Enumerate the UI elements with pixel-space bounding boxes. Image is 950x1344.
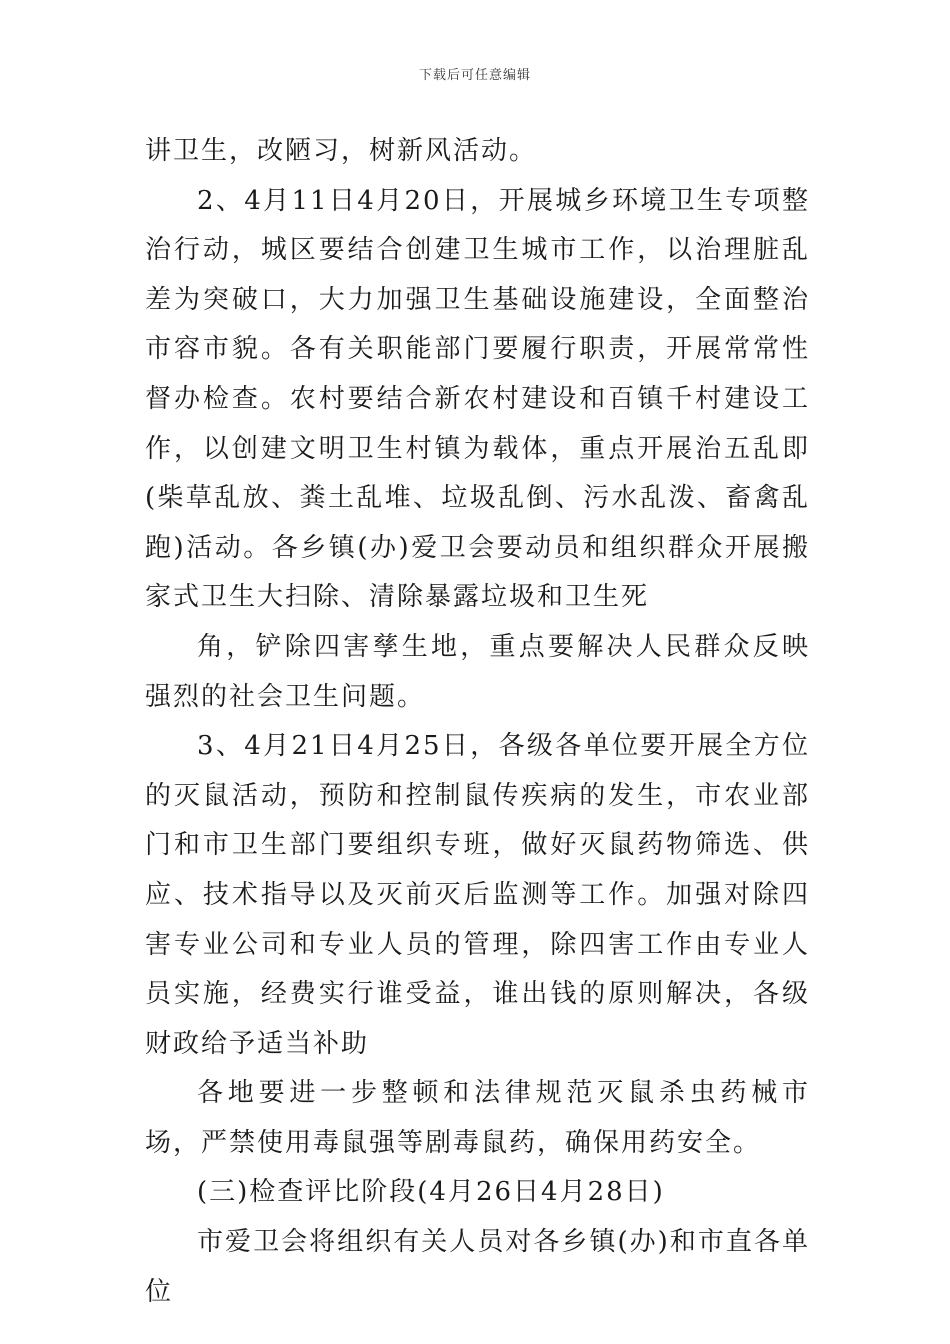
paragraph-6: 市爱卫会将组织有关人员对各乡镇(办)和市直各单位 — [145, 1227, 810, 1307]
paragraph-1: 讲卫生，改陋习，树新风活动。 — [145, 136, 538, 166]
paragraph-4: 3、4月21日4月25日，各级各单位要开展全方位的灭鼠活动，预防和控制鼠传疾病的发生，市农业部门和市卫生部门要组织专班，做好灭鼠药物筛选、供应、技术指导以及灭前灭后监测等工作。加强对除四害专业公司和专业人员的管理，除四害工作由专业人员实施，经费实行谁受益，谁出钱的原则解决，各级财政给予适当补助 — [145, 731, 810, 1059]
paragraph-5: 各地要进一步整顿和法律规范灭鼠杀虫药械市场，严禁使用毒鼠强等剧毒鼠药，确保用药安全。 — [145, 1078, 810, 1158]
document-body — [145, 127, 810, 1317]
section-heading: (三)检查评比阶段(4月26日4月28日) — [197, 1177, 665, 1208]
paragraph-3: 角，铲除四害孳生地，重点要解决人民群众反映强烈的社会卫生问题。 — [145, 631, 810, 712]
paragraph-2: 2、4月11日4月20日，开展城乡环境卫生专项整治行动，城区要结合创建卫生城市工作，以治理脏乱差为突破口，大力加强卫生基础设施建设，全面整治市容市貌。各有关职能部门要履行职责，开展常常性督办检查。农村要结合新农村建设和百镇千村建设工作，以创建文明卫生村镇为载体，重点开展治五乱即(柴草乱放、粪土乱堆、垃圾乱倒、污水乱泼、畜禽乱跑)活动。各乡镇(办)爱卫会要动员和组织群众开展搬家式卫生大扫除、清除暴露垃圾和卫生死 — [145, 185, 810, 613]
page-header: 下载后可任意编辑 — [418, 68, 531, 83]
